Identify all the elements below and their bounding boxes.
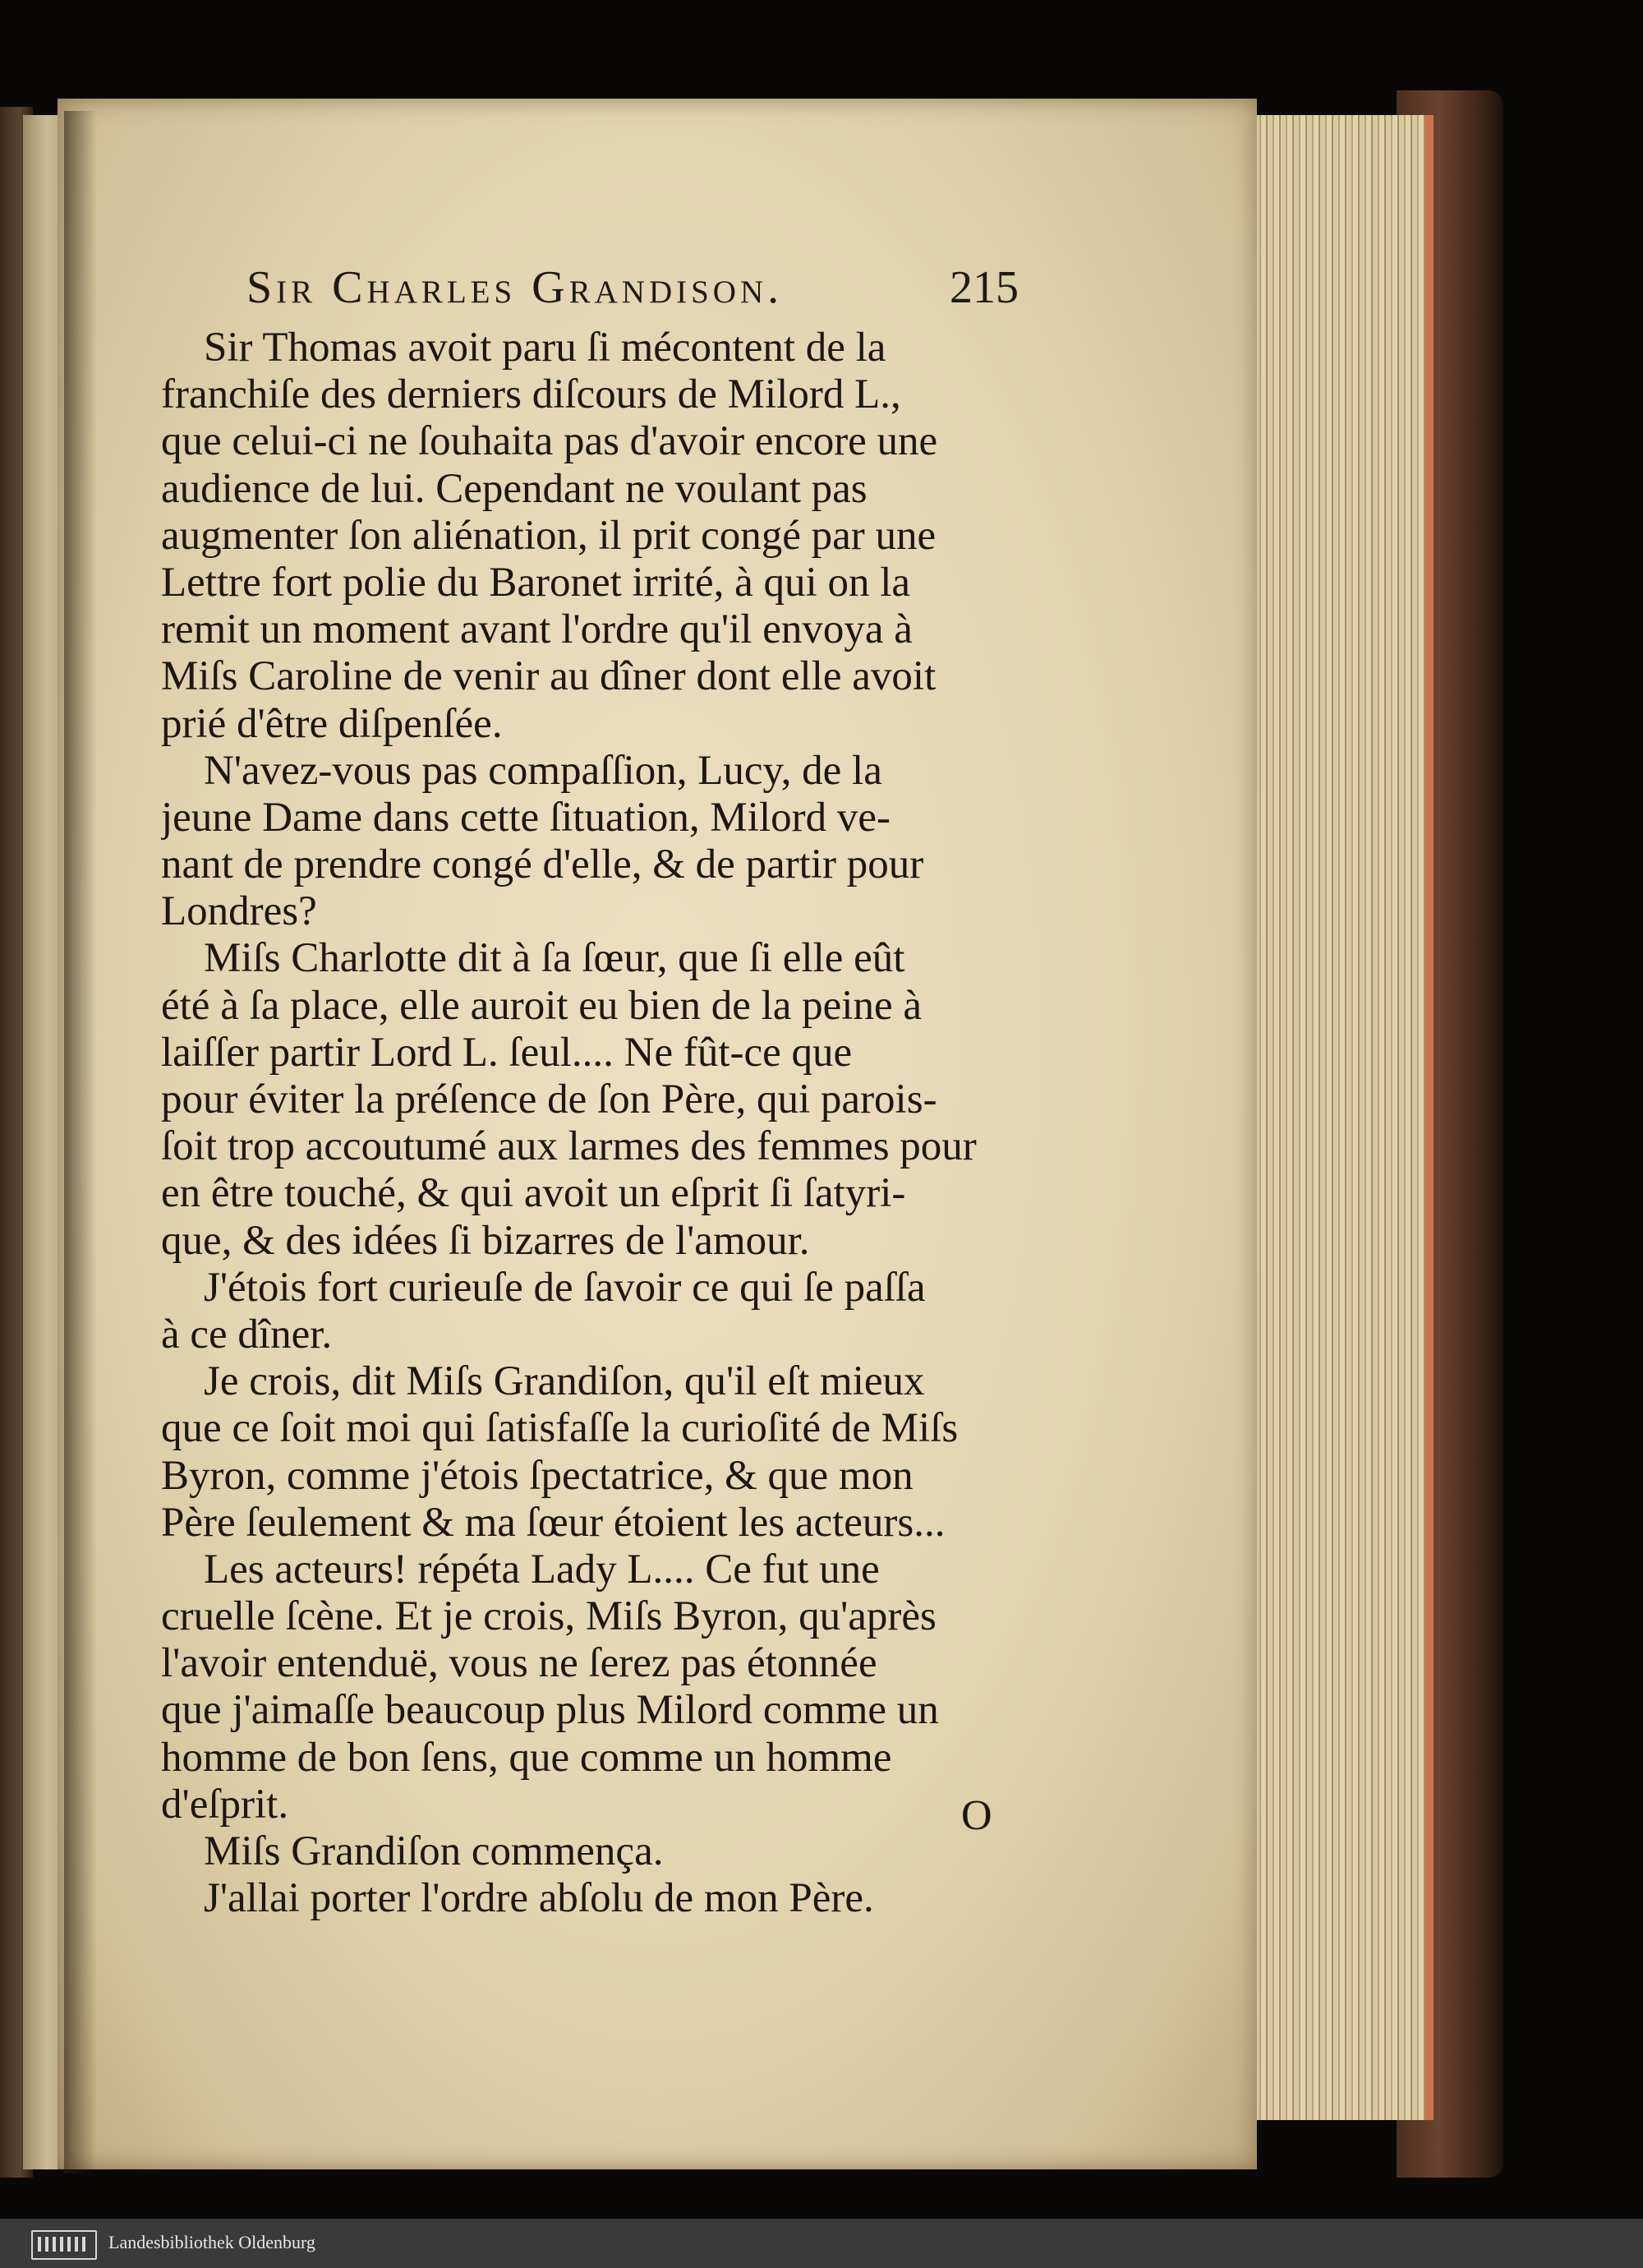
- text-line: pour éviter la préſence de ſon Père, qui parois-: [161, 1076, 937, 1122]
- text-line: l'avoir entenduë, vous ne ſerez pas étonnée: [161, 1640, 877, 1687]
- text-line: Je crois, dit Miſs Grandiſon, qu'il eſt mieux: [204, 1358, 925, 1405]
- catchword: O: [961, 1792, 992, 1839]
- page-header: [148, 261, 1019, 319]
- text-line: que celui-ci ne ſouhaita pas d'avoir encore une: [161, 418, 938, 465]
- text-line: homme de bon ſens, que comme un homme: [161, 1734, 892, 1781]
- text-line: remit un moment avant l'ordre qu'il envoya à: [161, 606, 913, 653]
- page-body-text: [161, 325, 1015, 1922]
- text-line: cruelle ſcène. Et je crois, Miſs Byron, qu'après: [161, 1593, 937, 1640]
- text-line: que, & des idées ſi bizarres de l'amour.: [161, 1217, 810, 1264]
- page-number: 215: [950, 262, 1019, 313]
- text-line: d'eſprit.: [161, 1781, 289, 1828]
- text-line: N'avez-vous pas compaſſion, Lucy, de la: [204, 747, 882, 794]
- library-logo-icon: [31, 2230, 97, 2260]
- text-line: que j'aimaſſe beaucoup plus Milord comme un: [161, 1687, 939, 1734]
- text-line: Père ſeulement & ma ſœur étoient les acteurs...: [161, 1499, 946, 1546]
- text-line: que ce ſoit moi qui ſatisfaſſe la curioſité de Miſs: [161, 1405, 959, 1452]
- text-line: audience de lui. Cependant ne voulant pas: [161, 465, 868, 512]
- text-line: Miſs Charlotte dit à ſa ſœur, que ſi elle eût: [204, 935, 905, 982]
- running-title: Sir Charles Grandison.: [246, 262, 784, 313]
- text-line: ſoit trop accoutumé aux larmes des femmes pour: [161, 1123, 977, 1170]
- text-line: en être touché, & qui avoit un eſprit ſi ſatyri-: [161, 1170, 906, 1217]
- text-line: J'étois fort curieuſe de ſavoir ce qui ſe paſſa: [204, 1264, 926, 1311]
- text-line: laiſſer partir Lord L. ſeul.... Ne fût-ce que: [161, 1029, 853, 1076]
- text-line: Byron, comme j'étois ſpectatrice, & que mon: [161, 1452, 914, 1499]
- text-line: augmenter ſon aliénation, il prit congé par une: [161, 512, 937, 559]
- text-line: à ce dîner.: [161, 1311, 333, 1358]
- library-name: Landesbibliothek Oldenburg: [108, 2232, 315, 2252]
- text-line: Miſs Grandiſon commença.: [204, 1828, 664, 1874]
- spine-shadow: [64, 111, 97, 2174]
- text-line: Miſs Caroline de venir au dîner dont elle avoit: [161, 653, 937, 700]
- text-line: été à ſa place, elle auroit eu bien de la peine à: [161, 982, 922, 1029]
- text-line: prié d'être diſpenſée.: [161, 700, 503, 747]
- text-line: Sir Thomas avoit paru ſi mécontent de la: [204, 325, 886, 371]
- text-line: Lettre fort polie du Baronet irrité, à qui on la: [161, 559, 911, 606]
- text-line: nant de prendre congé d'elle, & de partir pour: [161, 841, 924, 888]
- page-edges: [1228, 115, 1434, 2120]
- text-line: Les acteurs! répéta Lady L.... Ce fut une: [204, 1546, 880, 1593]
- text-line: J'allai porter l'ordre abſolu de mon Père.: [204, 1875, 874, 1922]
- text-line: Londres?: [161, 888, 317, 935]
- text-line: jeune Dame dans cette ſituation, Milord ve-: [161, 794, 891, 841]
- footer-bar: [0, 2219, 1643, 2268]
- text-line: franchiſe des derniers diſcours de Milord L.,: [161, 371, 901, 418]
